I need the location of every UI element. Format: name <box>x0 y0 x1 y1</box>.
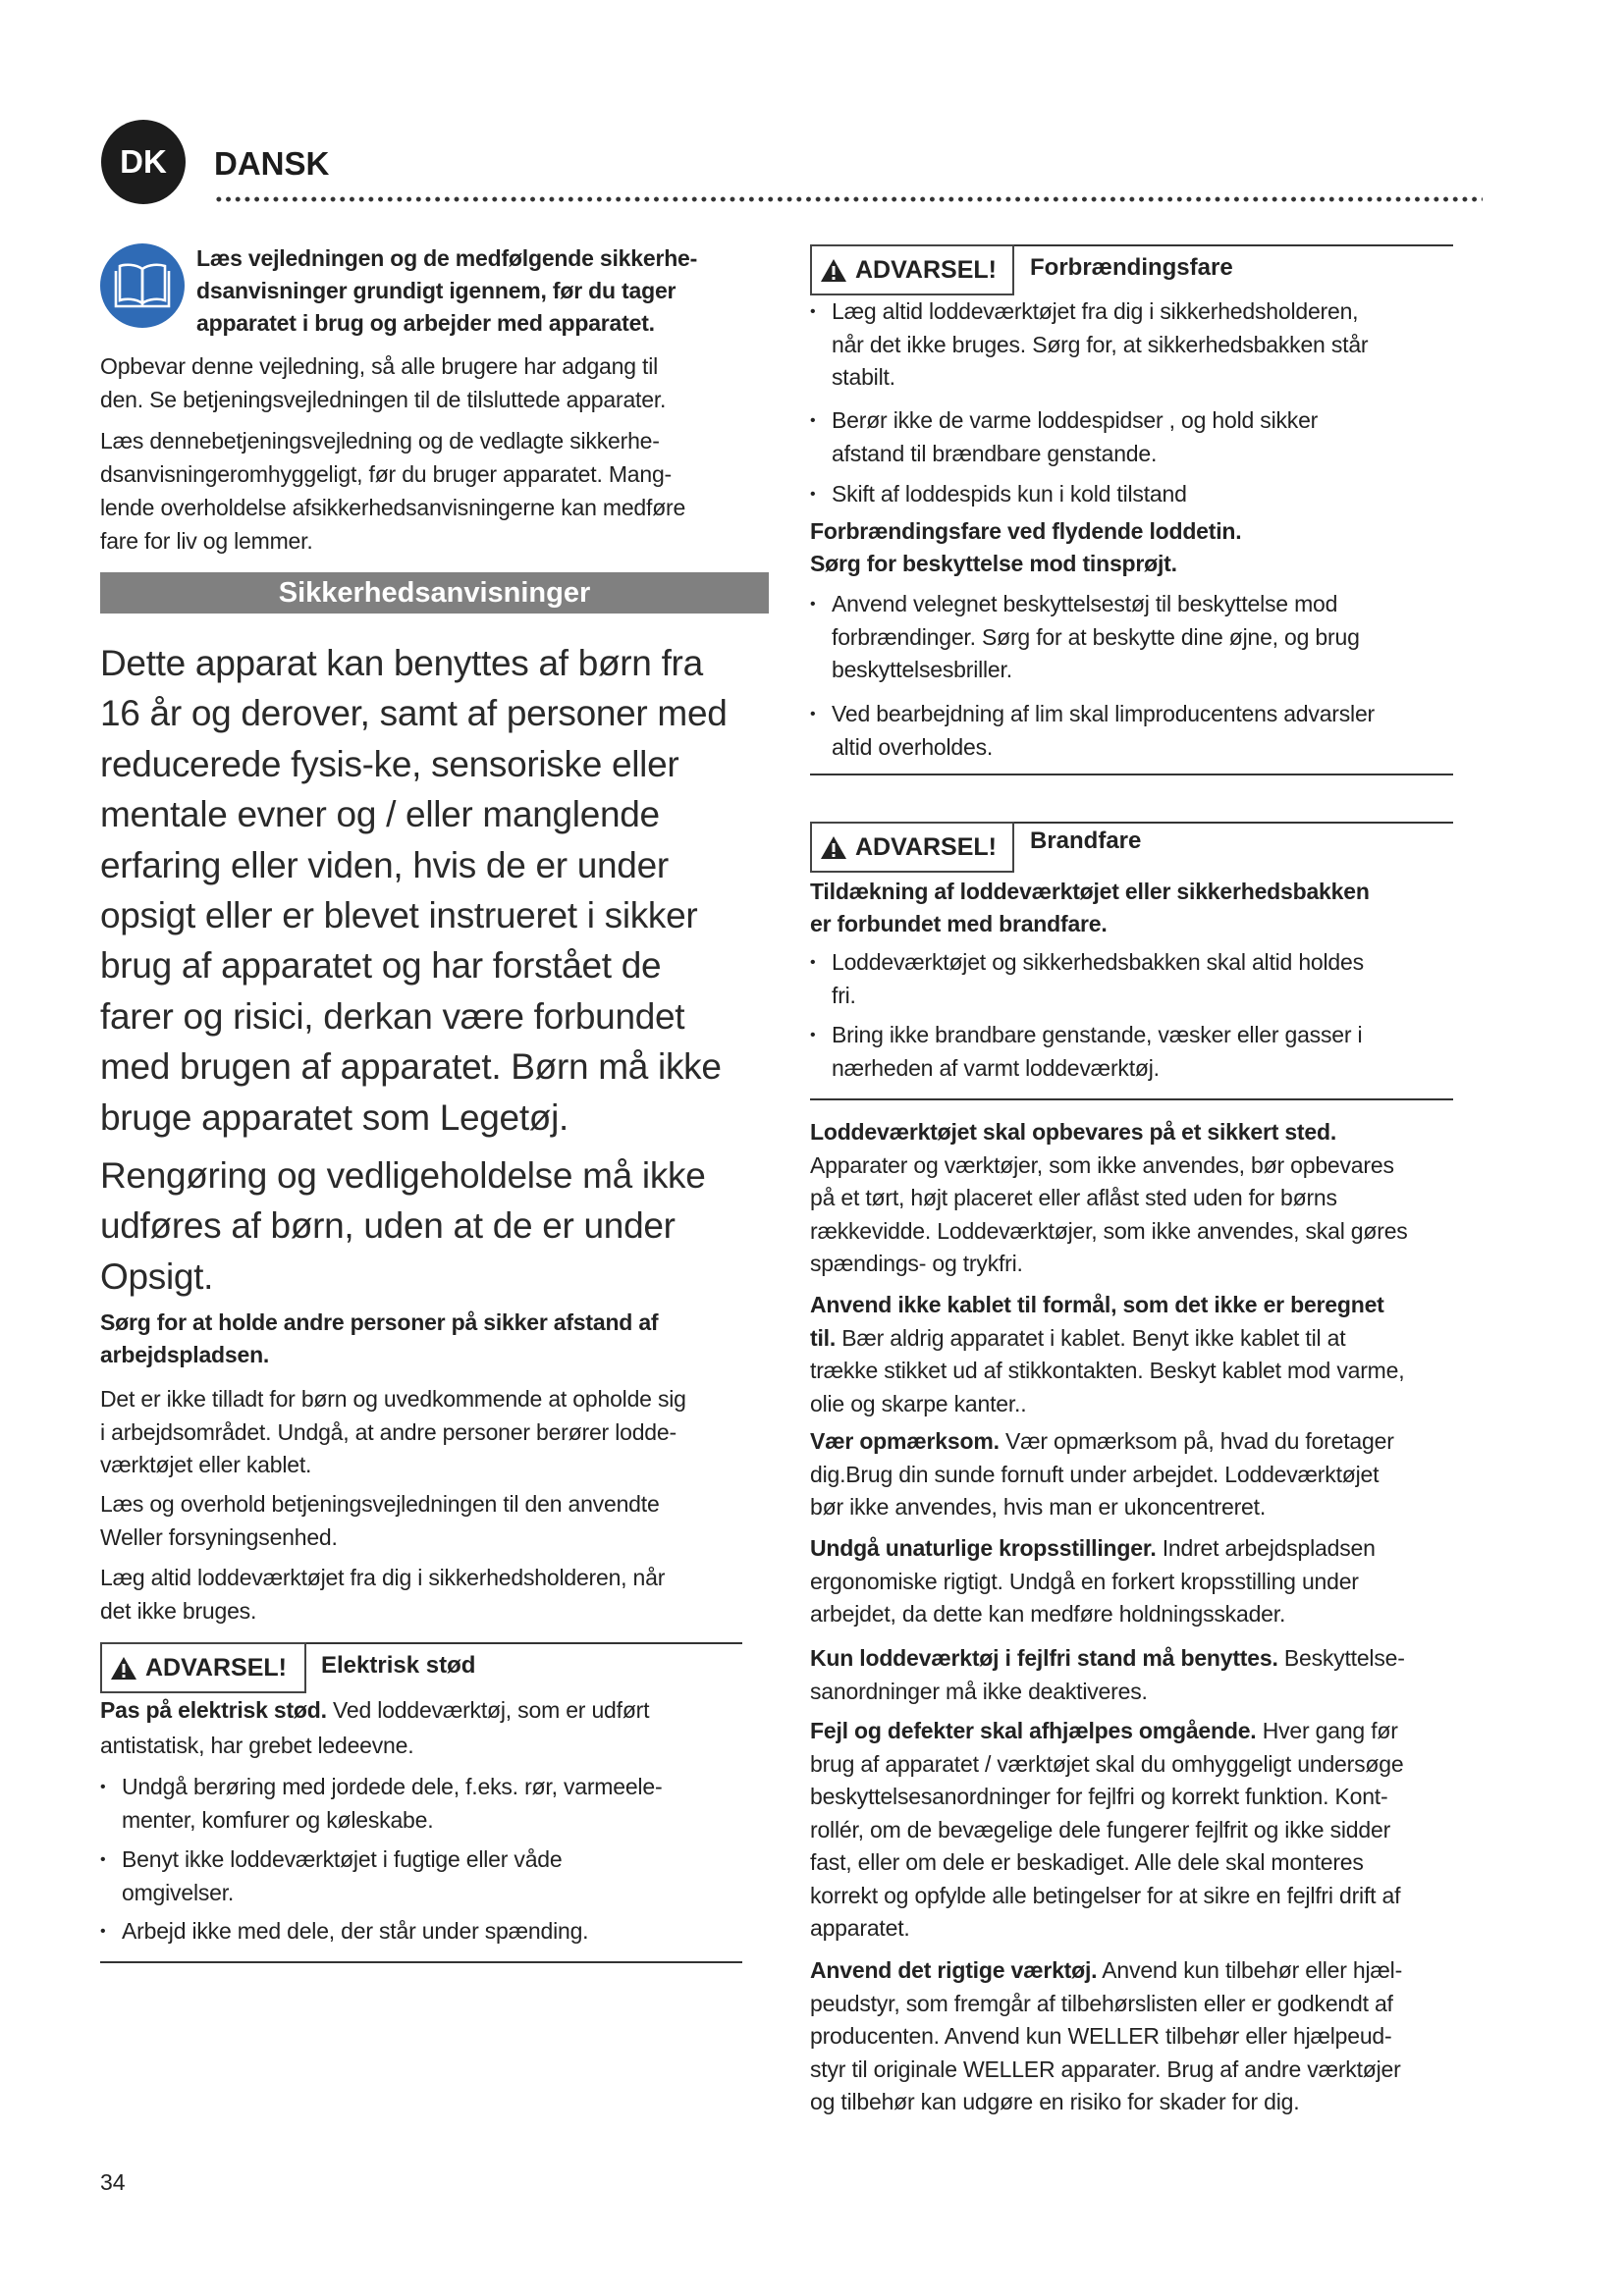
bullet-item: • Bring ikke brandbare genstande, væsker eller gasser i nærheden af varmt loddeværktøj. <box>810 1019 1362 1085</box>
body: Beskyttelse- sanordninger må ikke deaktiveres. <box>810 1645 1405 1704</box>
bullet-item: • Arbejd ikke med dele, der står under spænding. <box>100 1915 588 1949</box>
warning-label: ADVARSEL! <box>855 832 997 861</box>
warning-label-box <box>810 822 1014 873</box>
bullet-item: • Anvend velegnet beskyttelsestøj til beskyttelse mod forbrændinger. Sørg for at beskytte dine øjne, og brug beskyttelsesbriller. <box>810 588 1360 687</box>
bullet-item: • Undgå berøring med jordede dele, f.eks. rør, varmeele- menter, komfurer og køleskabe. <box>100 1771 662 1837</box>
right-paragraph <box>810 1425 1497 1524</box>
right-paragraph <box>810 1642 1497 1708</box>
warning-title: Forbrændingsfare <box>1030 254 1233 281</box>
warning-title: Brandfare <box>1030 828 1142 854</box>
right-paragraph <box>810 1532 1497 1631</box>
body: Bær aldrig apparatet i kablet. Benyt ikke kablet til at trække stikket ud af stikkontakten. Beskyt kablet mod varme, olie og skarpe kanter.. <box>810 1324 1405 1416</box>
warning-triangle-icon <box>820 835 847 860</box>
fire-heading: Tildækning af loddeværktøjet eller sikkerhedsbakken er forbundet med brandfare. <box>810 879 1370 936</box>
divider <box>810 774 1453 775</box>
left-paragraph-3: Læg altid loddeværktøjet fra dig i sikkerhedsholderen, når det ikke bruges. <box>100 1565 666 1624</box>
bullet-item: • Læg altid loddeværktøjet fra dig i sikkerhedsholderen, når det ikke bruges. Sørg for, at sikkerhedsbakken står stabilt. <box>810 295 1368 395</box>
lead: Kun loddeværktøj i fejlfri stand må benyttes. <box>810 1645 1278 1671</box>
section-title-bar: Sikkerhedsanvisninger <box>100 572 769 614</box>
left-paragraph-2: Læs og overhold betjeningsvejledningen til den anvendte Weller forsyningsenhed. <box>100 1491 660 1550</box>
warning-triangle-icon <box>110 1656 137 1681</box>
lead: Anvend det rigtige værktøj. <box>810 1957 1098 1983</box>
distance-heading: Sørg for at holde andre personer på sikker afstand af arbejdspladsen. <box>100 1309 659 1367</box>
language-badge: DK <box>101 120 186 204</box>
bullet-item: • Benyt ikke loddeværktøjet i fugtige eller våde omgivelser. <box>100 1843 562 1909</box>
body: Apparater og værktøjer, som ikke anvendes, bør opbevares på et tørt, højt placeret eller aflåst sted uden for børns rækkevidde. Loddeværktøjer, som ikke anvendes, skal gøres spændings- og trykfri. <box>810 1151 1408 1276</box>
body: Anvend kun tilbehør eller hjæl- peudstyr, som fremgår af tilbehørslisten eller er godkendt af producenten. Anvend kun WELLER tilbehør eller hjælpeud- styr til originale WELLER apparater. Brug af andre værktøjer og tilbehør kan udgøre en risiko for skader for dig. <box>810 1957 1403 2114</box>
warning-label-box <box>810 244 1014 295</box>
divider <box>100 1961 742 1963</box>
lead: Loddeværktøjet skal opbevares på et sikkert sted. <box>810 1119 1337 1145</box>
children-notice: Dette apparat kan benyttes af børn fra 16 år og derover, samt af personer med reducerede fysis-ke, sensoriske eller mentale evner og / eller manglende erfaring eller viden, hvis de er under opsigt eller er blevet instrueret i sikker brug af apparatet og har forstået de farer og risici, derkan være forbundet med brugen af apparatet. Børn må ikke bruge apparatet som Legetøj. <box>100 643 728 1138</box>
bullet-item: • Ved bearbejdning af lim skal limproducentens advarsler altid overholdes. <box>810 698 1375 764</box>
cleaning-notice: Rengøring og vedligeholdelse må ikke udføres af børn, uden at de er under Opsigt. <box>100 1155 706 1297</box>
warning-burn <box>810 244 1453 295</box>
lead: Fejl og defekter skal afhjælpes omgående. <box>810 1718 1257 1743</box>
bullet-item: • Skift af loddespids kun i kold tilstand <box>810 478 1187 511</box>
dotted-divider <box>214 196 1483 202</box>
right-paragraph <box>810 1954 1497 2119</box>
intro-paragraph-1: Opbevar denne vejledning, så alle brugere har adgang til den. Se betjeningsvejledningen til de tilsluttede apparater. <box>100 353 667 412</box>
bullet-item: • Berør ikke de varme loddespidser , og hold sikker afstand til brændbare genstande. <box>810 404 1318 470</box>
warning-electric-shock <box>100 1642 742 1693</box>
divider <box>810 1098 1453 1100</box>
lead: Anvend ikke kablet til formål, som det ikke er beregnet til. <box>810 1292 1384 1351</box>
right-paragraph <box>810 1116 1497 1281</box>
lead: Undgå unaturlige kropsstillinger. <box>810 1535 1157 1561</box>
right-paragraph <box>810 1715 1497 1946</box>
liquid-solder-heading: Forbrændingsfare ved flydende loddetin. Sørg for beskyttelse mod tinsprøjt. <box>810 518 1242 576</box>
warning-label-box <box>100 1642 306 1693</box>
page-number: 34 <box>100 2169 126 2195</box>
intro-bold: Læs vejledningen og de medfølgende sikkerhe- dsanvisninger grundigt igennem, før du tager apparatet i brug og arbejder med apparatet. <box>196 245 698 336</box>
warning-label: ADVARSEL! <box>145 1653 287 1682</box>
body: Hver gang før brug af apparatet / værktøjet skal du omhyggeligt undersøge beskyttelsesanordninger for fejlfri og korrekt funktion. Kont- rollér, om de bevægelige dele fungerer fejlfrit og ikke sidder fast, eller om dele er beskadiget. Alle dele skal monteres korrekt og opfylde alle betingelser for at sikre en fejlfri drift af apparatet. <box>810 1718 1404 1941</box>
lead-text: Ved loddeværktøj, som er udført antistatisk, har grebet ledeevne. <box>100 1697 650 1758</box>
bullet-item: • Loddeværktøjet og sikkerhedsbakken skal altid holdes fri. <box>810 946 1364 1012</box>
language-heading: DANSK <box>214 145 330 182</box>
intro-paragraph-2: Læs dennebetjeningsvejledning og de vedlagte sikkerhe- dsanvisningeromhyggeligt, før du bruger apparatet. Mang- lende overholdelse afsikkerhedsanvisningerne kan medføre fare for liv og lemmer. <box>100 428 686 554</box>
body: Indret arbejdspladsen ergonomiske rigtigt. Undgå en forkert kropsstilling under arbejdet, da dette kan medføre holdningsskader. <box>810 1535 1376 1627</box>
warning-triangle-icon <box>820 258 847 283</box>
body: Vær opmærksom på, hvad du foretager dig.Brug din sunde fornuft under arbejdet. Loddeværktøjet bør ikke anvendes, hvis man er ukoncentreret. <box>810 1428 1394 1520</box>
right-paragraph <box>810 1289 1497 1420</box>
lead: Pas på elektrisk stød. <box>100 1697 327 1723</box>
warning-label: ADVARSEL! <box>855 255 997 284</box>
lead: Vær opmærksom. <box>810 1428 1000 1454</box>
warning-title: Elektrisk stød <box>321 1652 476 1679</box>
read-manual-book-icon <box>100 243 185 328</box>
left-paragraph-1: Det er ikke tilladt for børn og uvedkommende at opholde sig i arbejdsområdet. Undgå, at andre personer berører lodde- værktøjet eller kablet. <box>100 1386 686 1477</box>
electric-shock-text <box>100 1692 778 1763</box>
warning-fire <box>810 822 1453 873</box>
